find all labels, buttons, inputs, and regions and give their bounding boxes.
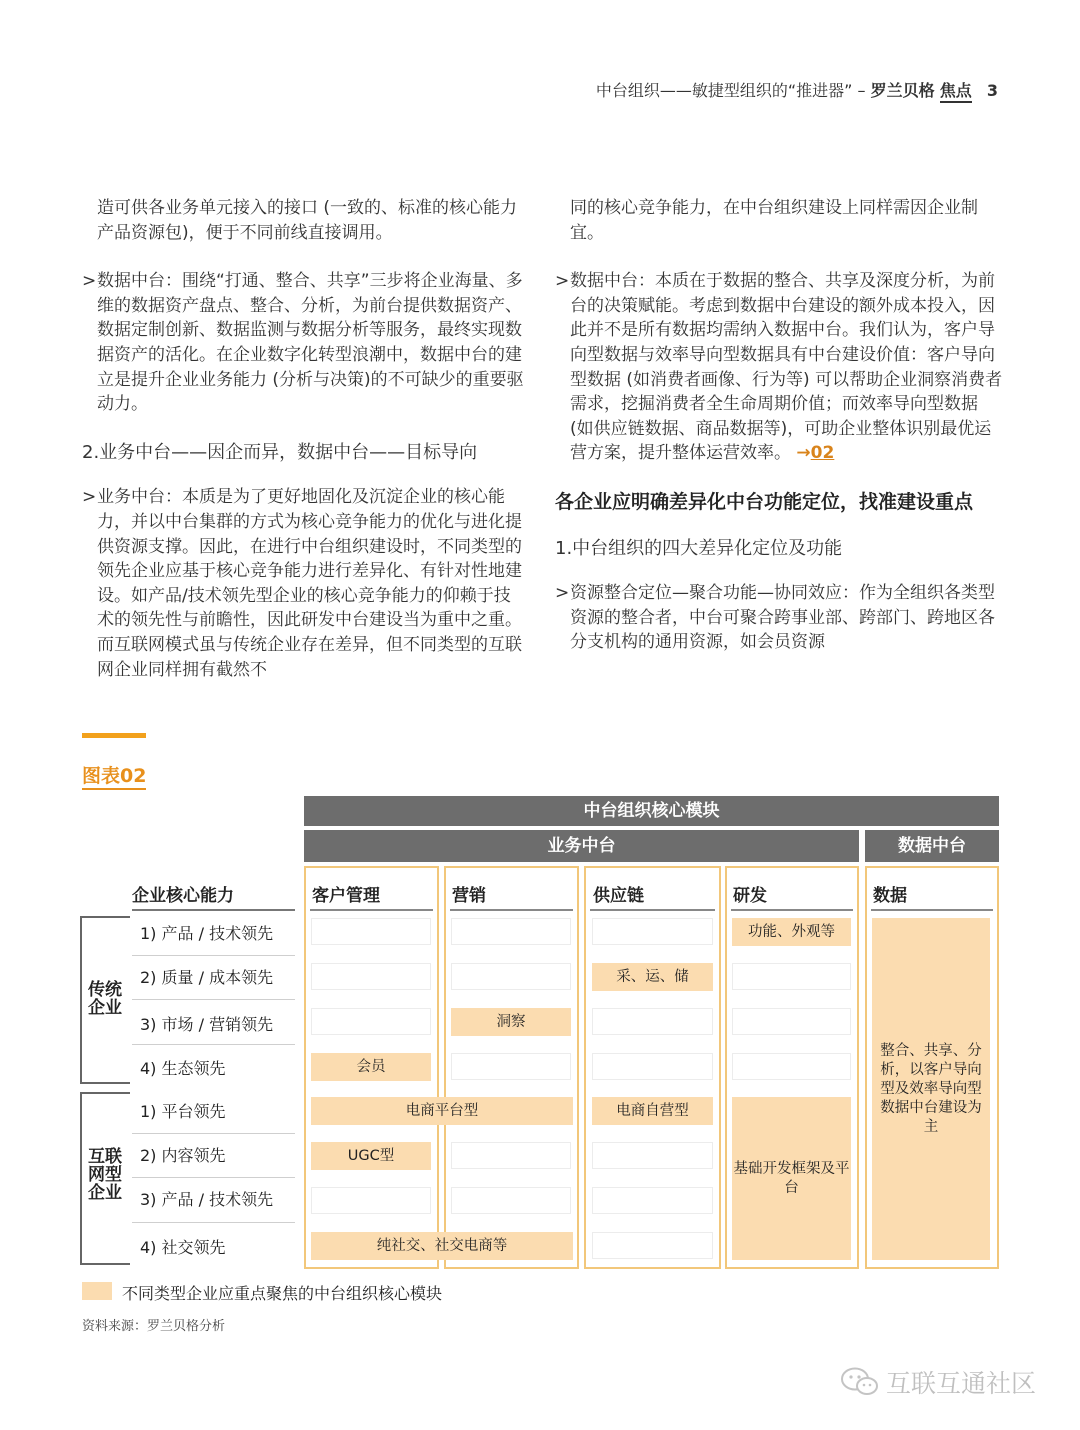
wechat-icon	[840, 1366, 880, 1398]
empty-cell	[592, 1008, 713, 1035]
empty-cell	[451, 1187, 571, 1214]
right-column	[555, 196, 1003, 679]
figure-reference-number: 02	[810, 443, 835, 464]
column-header-marketing: 营销	[452, 886, 486, 906]
legend-text: 不同类型企业应重点聚焦的中台组织核心模块	[122, 1284, 443, 1303]
column-header-underline	[450, 909, 573, 911]
group-label-internet: 互联网型企业	[88, 1147, 122, 1203]
right-bullet-data-text: 数据中台：本质在于数据的整合、共享及深度分析，为前台的决策赋能。考虑到数据中台建设的额外成本投入，因此并不是所有数据均需纳入数据中台。我们认为，客户导向型数据与效率导向型数据具有中台建设价值：客户导向型数据 (如消费者画像、行为等) 可以帮助企业洞察消费者需求，挖掘消费者全生命周期价值；而效率导向型数据 (如供应链数据、商品数据等)，可助企业整体识别最优运营方案，提升整体运营效率。	[570, 271, 1003, 464]
right-bullet-data-platform	[555, 269, 1003, 466]
figure-reference-link[interactable]	[796, 443, 834, 463]
right-sub-heading: 1.中台组织的四大差异化定位及功能	[555, 537, 843, 559]
row-separator	[132, 999, 295, 1000]
empty-cell	[451, 1053, 571, 1080]
figure-label: 图表02	[82, 766, 146, 790]
left-continuation: 造可供各业务单元接入的接口 (一致的、标准的核心能力产品资源包)，便于不同前线直接调用。	[97, 198, 518, 243]
header-title: 中台组织——敏捷型组织的“推进器”	[595, 81, 853, 100]
left-bullet-data-platform	[82, 269, 527, 417]
left-bullet-biz-text: 业务中台：本质是为了更好地固化及沉淀企业的核心能力，并以中台集群的方式为核心竞争能力的优化与进化提供资源支撑。因此，在进行中台组织建设时，不同类型的领先企业应基于核心竞争能力进行差异化、有针对性地建设。如产品/技术领先型企业的核心竞争能力的仰赖于技术的领先性与前瞻性，因此研发中台建设当为重中之重。而互联网模式虽与传统企业存在差异，但不同类型的互联网企业同样拥有截然不	[97, 487, 522, 680]
band-data-platform: 数据中台	[865, 830, 999, 862]
watermark	[840, 1364, 1036, 1400]
watermark-text: 互联互通社区	[886, 1369, 1037, 1398]
row-separator	[132, 1044, 295, 1045]
figure-accent-bar	[82, 733, 146, 738]
row-label: 3) 产品 / 技术领先	[140, 1190, 274, 1209]
chevron-right-icon: >	[82, 487, 97, 508]
row-label: 4) 生态领先	[140, 1059, 226, 1078]
arrow-right-icon: →	[796, 443, 811, 464]
highlight-rd-function: 功能、外观等	[732, 918, 851, 946]
highlight-social: 纯社交、社交电商等	[311, 1232, 573, 1260]
empty-cell	[592, 1053, 713, 1080]
empty-cell	[732, 1008, 851, 1035]
empty-cell	[592, 1142, 713, 1169]
column-header-customer: 客户管理	[312, 886, 380, 906]
empty-cell	[592, 918, 713, 945]
empty-cell	[592, 1187, 713, 1214]
row-label: 2) 内容领先	[140, 1146, 226, 1165]
empty-cell	[451, 1142, 571, 1169]
empty-cell	[732, 1053, 851, 1080]
empty-cell	[451, 918, 571, 945]
header-focus: 焦点	[940, 81, 972, 103]
row-header-underline	[132, 909, 295, 911]
row-label: 4) 社交领先	[140, 1238, 226, 1257]
header-dash: –	[857, 81, 866, 100]
section-title: 各企业应明确差异化中台功能定位，找准建设重点	[555, 490, 974, 513]
column-header-underline	[731, 909, 853, 911]
row-label: 1) 平台领先	[140, 1102, 226, 1121]
column-header-underline	[871, 909, 993, 911]
right-bullet-resource-text: 资源整合定位—聚合功能—协同效应：作为全组织各类型资源的整合者，中台可聚合跨事业部、跨部门、跨地区各分支机构的通用资源，如会员资源	[570, 583, 995, 653]
row-label: 3) 市场 / 营销领先	[140, 1015, 274, 1034]
row-separator	[132, 1133, 295, 1134]
page-number: 3	[986, 81, 998, 100]
highlight-rd-framework: 基础开发框架及平台	[732, 1097, 851, 1260]
empty-cell	[451, 963, 571, 990]
right-bullet-resource	[555, 581, 1003, 655]
column-header-supply-chain: 供应链	[593, 886, 644, 906]
column-header-rd: 研发	[733, 886, 767, 906]
column-header-data: 数据	[873, 886, 907, 906]
page-header	[596, 78, 998, 101]
chevron-right-icon: >	[82, 271, 97, 292]
empty-cell	[311, 918, 431, 945]
row-separator	[132, 1177, 295, 1178]
header-brand: 罗兰贝格	[870, 81, 935, 100]
group-label-traditional: 传统企业	[88, 980, 122, 1018]
row-label: 1) 产品 / 技术领先	[140, 924, 274, 943]
empty-cell	[311, 1187, 431, 1214]
highlight-ugc: UGC型	[311, 1142, 431, 1170]
legend-swatch	[82, 1282, 112, 1300]
empty-cell	[311, 963, 431, 990]
band-business-platform: 业务中台	[304, 830, 859, 862]
empty-cell	[311, 1008, 431, 1035]
row-header: 企业核心能力	[132, 886, 234, 906]
row-label: 2) 质量 / 成本领先	[140, 968, 274, 987]
chevron-right-icon: >	[555, 583, 570, 604]
row-separator	[132, 1222, 295, 1223]
highlight-data: 整合、共享、分析，以客户导向型及效率导向型数据中台建设为主	[872, 918, 990, 1260]
left-bullet-business-platform	[82, 485, 527, 682]
left-bullet-data-text: 数据中台：围绕“打通、整合、共享”三步将企业海量、多维的数据资产盘点、整合、分析，为前台提供数据资产、数据定制创新、数据监测与数据分析等服务，最终实现数据资产的活化。在企业数字化转型浪潮中，数据中台的建立是提升企业业务能力 (分析与决策)的不可缺少的重要驱动力。	[97, 271, 524, 415]
band-core-modules: 中台组织核心模块	[304, 796, 999, 826]
source-note: 资料来源：罗兰贝格分析	[82, 1319, 226, 1334]
column-header-underline	[310, 909, 433, 911]
highlight-ecommerce-self-run: 电商自营型	[592, 1097, 713, 1125]
empty-cell	[732, 963, 851, 990]
highlight-supply-logistics: 采、运、储	[592, 963, 713, 991]
right-continuation: 同的核心竞争能力，在中台组织建设上同样需因企业制宜。	[570, 198, 978, 243]
column-header-underline	[590, 909, 715, 911]
empty-cell	[592, 1232, 713, 1259]
highlight-ecommerce-platform: 电商平台型	[311, 1097, 573, 1125]
row-separator	[132, 955, 295, 956]
left-column	[82, 196, 527, 706]
highlight-marketing-insight: 洞察	[451, 1008, 571, 1036]
chevron-right-icon: >	[555, 271, 570, 292]
left-heading-2: 2.业务中台——因企而异，数据中台——目标导向	[82, 441, 478, 463]
highlight-member: 会员	[311, 1053, 431, 1081]
